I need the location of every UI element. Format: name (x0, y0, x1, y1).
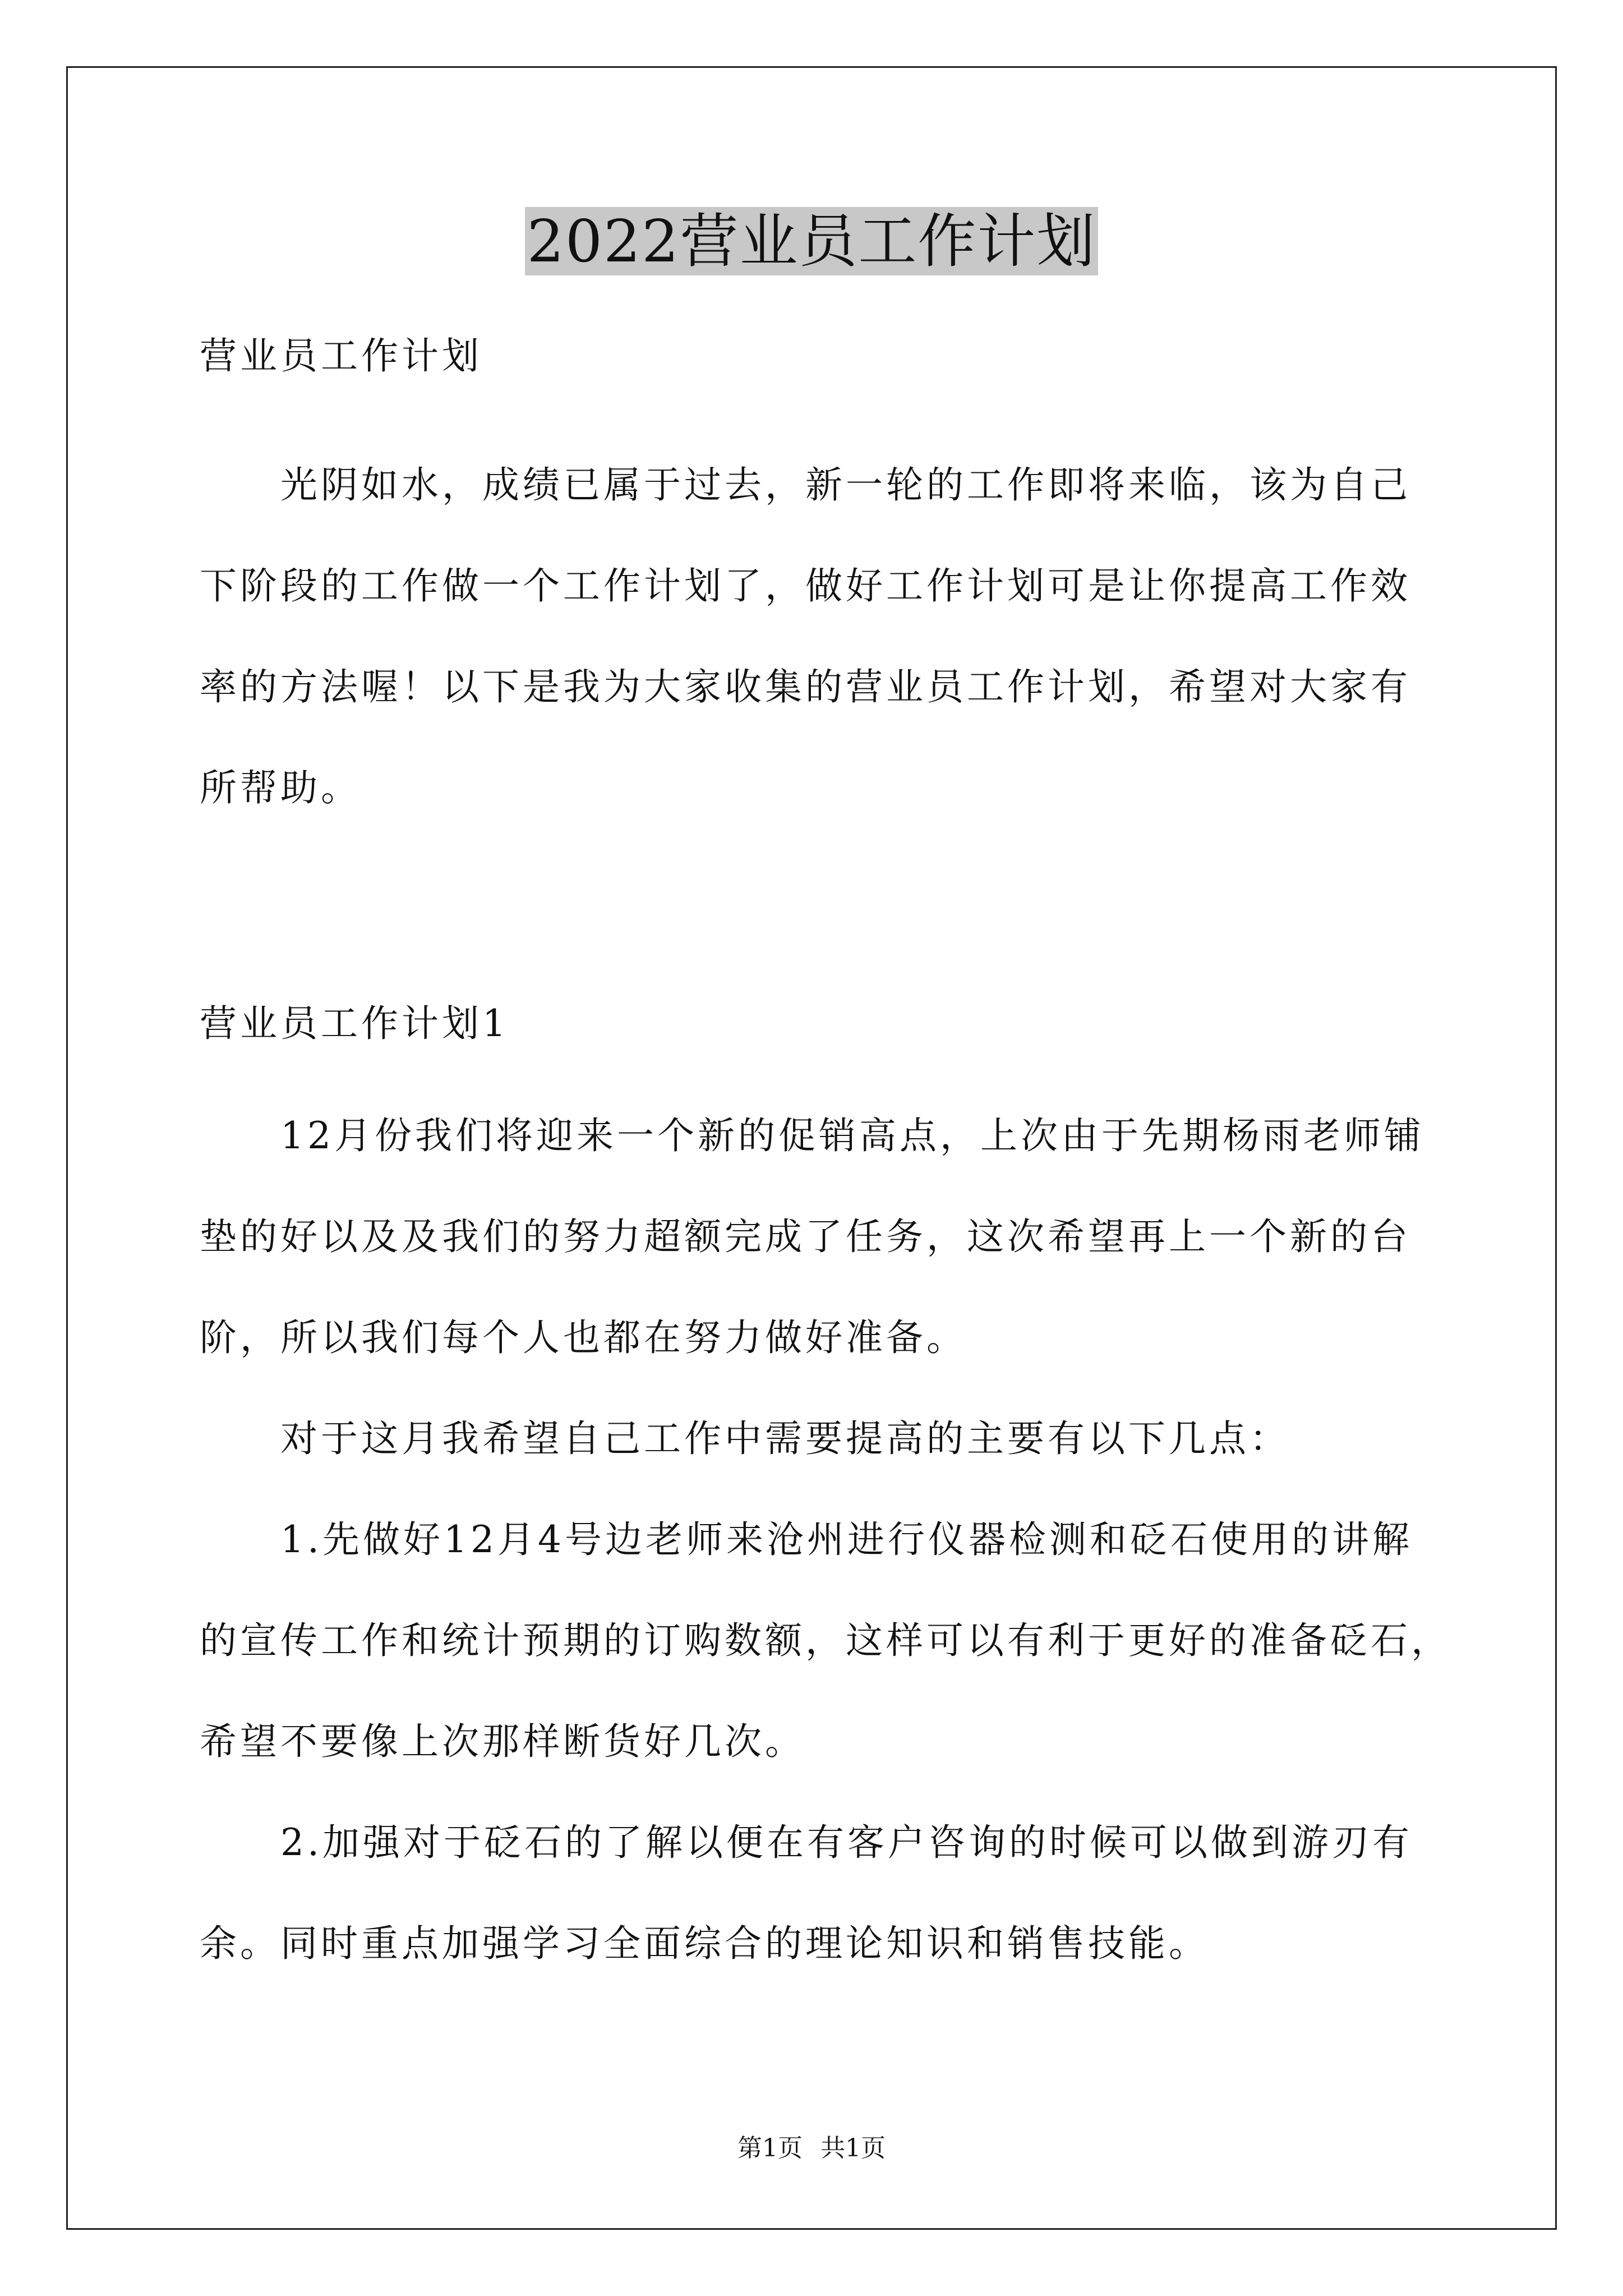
paragraph-line: 12月份我们将迎来一个新的促销高点，上次由于先期杨雨老师铺 (280, 1114, 1424, 1157)
section-heading: 营业员工作计划 (200, 334, 482, 378)
paragraph-line: 垫的好以及及我们的努力超额完成了任务，这次希望再上一个新的台 (200, 1215, 1411, 1258)
page-footer: 第1页 共1页 (737, 2134, 886, 2162)
paragraph-line: 所帮助。 (200, 766, 361, 809)
paragraph-line: 光阴如水，成绩已属于过去，新一轮的工作即将来临，该为自己 (280, 463, 1411, 507)
paragraph-line: 率的方法喔！以下是我为大家收集的营业员工作计划，希望对大家有 (200, 665, 1411, 708)
paragraph-line: 希望不要像上次那样断货好几次。 (200, 1720, 805, 1763)
paragraph-line: 下阶段的工作做一个工作计划了，做好工作计划可是让你提高工作效 (200, 564, 1411, 608)
paragraph-line: 的宣传工作和统计预期的订购数额，这样可以有利于更好的准备砭石， (200, 1619, 1451, 1662)
paragraph-line: 1.先做好12月4号边老师来沧州进行仪器检测和砭石使用的讲解 (280, 1518, 1413, 1561)
section-heading: 营业员工作计划1 (200, 1002, 509, 1045)
paragraph-line: 对于这月我希望自己工作中需要提高的主要有以下几点： (280, 1417, 1290, 1460)
paragraph-line: 阶，所以我们每个人也都在努力做好准备。 (200, 1316, 967, 1359)
paragraph-line: 余。同时重点加强学习全面综合的理论知识和销售技能。 (200, 1922, 1209, 1965)
paragraph-line: 2.加强对于砭石的了解以便在有客户咨询的时候可以做到游刃有 (280, 1821, 1413, 1864)
document-title-text: 2022营业员工作计划 (525, 207, 1099, 275)
document-title (0, 202, 1623, 280)
